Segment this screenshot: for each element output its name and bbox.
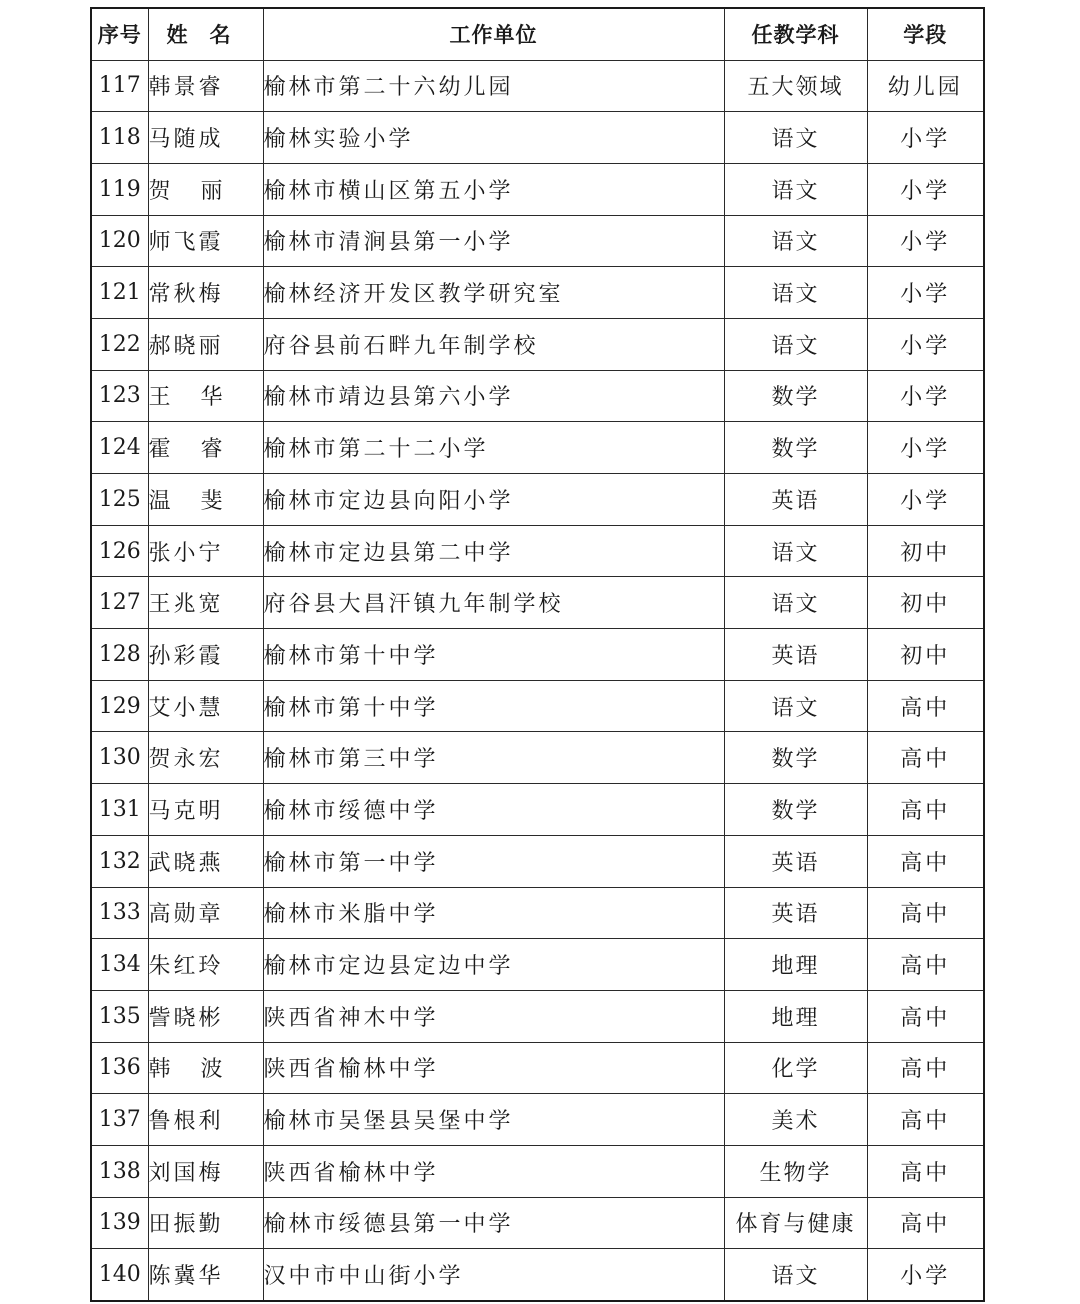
- cell-num: 137: [91, 1094, 148, 1146]
- cell-name: 韩景睿: [148, 60, 263, 112]
- cell-name: 武晓燕: [148, 835, 263, 887]
- table-row: [91, 835, 984, 887]
- cell-subject: 语文: [724, 163, 867, 215]
- cell-name: 马克明: [148, 784, 263, 836]
- cell-stage: 高中: [867, 1145, 984, 1197]
- cell-unit: 榆林经济开发区教学研究室: [263, 267, 724, 319]
- table-row: [91, 1094, 984, 1146]
- table-row: [91, 784, 984, 836]
- cell-num: 121: [91, 267, 148, 319]
- cell-stage: 小学: [867, 370, 984, 422]
- cell-name: 王兆宽: [148, 577, 263, 629]
- table-row: [91, 163, 984, 215]
- cell-name: 霍睿: [148, 422, 263, 474]
- table-row: [91, 60, 984, 112]
- table-header-row: [91, 8, 984, 60]
- cell-stage: 小学: [867, 267, 984, 319]
- cell-num: 134: [91, 939, 148, 991]
- cell-unit: 榆林市第十中学: [263, 680, 724, 732]
- cell-subject: 数学: [724, 422, 867, 474]
- cell-unit: 榆林市第三中学: [263, 732, 724, 784]
- cell-num: 123: [91, 370, 148, 422]
- cell-num: 126: [91, 525, 148, 577]
- cell-unit: 汉中市中山街小学: [263, 1249, 724, 1301]
- cell-num: 119: [91, 163, 148, 215]
- header-unit: 工作单位: [263, 8, 724, 60]
- cell-stage: 小学: [867, 318, 984, 370]
- cell-subject: 语文: [724, 215, 867, 267]
- cell-subject: 英语: [724, 887, 867, 939]
- cell-num: 127: [91, 577, 148, 629]
- table-row: [91, 939, 984, 991]
- cell-unit: 榆林市吴堡县吴堡中学: [263, 1094, 724, 1146]
- cell-subject: 五大领域: [724, 60, 867, 112]
- cell-subject: 数学: [724, 732, 867, 784]
- cell-unit: 榆林市绥德中学: [263, 784, 724, 836]
- header-name: 姓名: [148, 8, 263, 60]
- cell-stage: 高中: [867, 1094, 984, 1146]
- cell-name: 郝晓丽: [148, 318, 263, 370]
- cell-stage: 高中: [867, 732, 984, 784]
- cell-num: 138: [91, 1145, 148, 1197]
- cell-num: 125: [91, 474, 148, 526]
- cell-name: 刘国梅: [148, 1145, 263, 1197]
- cell-name: 韩波: [148, 1042, 263, 1094]
- table-row: [91, 1249, 984, 1301]
- cell-num: 118: [91, 112, 148, 164]
- cell-name: 高勋章: [148, 887, 263, 939]
- cell-unit: 榆林市定边县向阳小学: [263, 474, 724, 526]
- cell-subject: 语文: [724, 525, 867, 577]
- table-row: [91, 732, 984, 784]
- cell-unit: 府谷县前石畔九年制学校: [263, 318, 724, 370]
- cell-name: 陈冀华: [148, 1249, 263, 1301]
- cell-unit: 榆林实验小学: [263, 112, 724, 164]
- cell-name: 田振勤: [148, 1197, 263, 1249]
- table-row: [91, 887, 984, 939]
- table-row: [91, 318, 984, 370]
- cell-num: 136: [91, 1042, 148, 1094]
- cell-unit: 榆林市定边县第二中学: [263, 525, 724, 577]
- teacher-roster-table: [90, 7, 985, 1302]
- cell-stage: 高中: [867, 1042, 984, 1094]
- table-row: [91, 1145, 984, 1197]
- table-row: [91, 474, 984, 526]
- cell-stage: 高中: [867, 990, 984, 1042]
- cell-subject: 语文: [724, 577, 867, 629]
- cell-subject: 英语: [724, 835, 867, 887]
- table-row: [91, 267, 984, 319]
- cell-subject: 语文: [724, 318, 867, 370]
- table-row: [91, 577, 984, 629]
- cell-unit: 榆林市绥德县第一中学: [263, 1197, 724, 1249]
- cell-subject: 数学: [724, 370, 867, 422]
- cell-subject: 地理: [724, 990, 867, 1042]
- cell-num: 135: [91, 990, 148, 1042]
- cell-stage: 初中: [867, 577, 984, 629]
- cell-unit: 榆林市横山区第五小学: [263, 163, 724, 215]
- cell-unit: 榆林市第一中学: [263, 835, 724, 887]
- table-row: [91, 525, 984, 577]
- cell-num: 133: [91, 887, 148, 939]
- cell-name: 贺永宏: [148, 732, 263, 784]
- cell-name: 孙彩霞: [148, 629, 263, 681]
- cell-subject: 美术: [724, 1094, 867, 1146]
- cell-stage: 小学: [867, 215, 984, 267]
- cell-subject: 语文: [724, 1249, 867, 1301]
- header-num: 序号: [91, 8, 148, 60]
- cell-name: 张小宁: [148, 525, 263, 577]
- cell-stage: 小学: [867, 163, 984, 215]
- table-row: [91, 215, 984, 267]
- table-body: [91, 60, 984, 1301]
- cell-stage: 初中: [867, 525, 984, 577]
- cell-stage: 小学: [867, 1249, 984, 1301]
- cell-subject: 化学: [724, 1042, 867, 1094]
- cell-subject: 生物学: [724, 1145, 867, 1197]
- cell-stage: 高中: [867, 835, 984, 887]
- cell-unit: 榆林市第二十二小学: [263, 422, 724, 474]
- cell-stage: 初中: [867, 629, 984, 681]
- cell-num: 130: [91, 732, 148, 784]
- cell-name: 温斐: [148, 474, 263, 526]
- cell-unit: 榆林市米脂中学: [263, 887, 724, 939]
- cell-num: 132: [91, 835, 148, 887]
- roster-table-container: [90, 7, 985, 1300]
- cell-num: 117: [91, 60, 148, 112]
- cell-stage: 幼儿园: [867, 60, 984, 112]
- cell-subject: 地理: [724, 939, 867, 991]
- cell-name: 鲁根利: [148, 1094, 263, 1146]
- table-row: [91, 1042, 984, 1094]
- cell-stage: 高中: [867, 784, 984, 836]
- cell-name: 马随成: [148, 112, 263, 164]
- cell-subject: 数学: [724, 784, 867, 836]
- cell-subject: 语文: [724, 112, 867, 164]
- table-row: [91, 629, 984, 681]
- cell-name: 王华: [148, 370, 263, 422]
- table-row: [91, 1197, 984, 1249]
- cell-stage: 小学: [867, 422, 984, 474]
- cell-num: 131: [91, 784, 148, 836]
- cell-unit: 榆林市第二十六幼儿园: [263, 60, 724, 112]
- cell-unit: 榆林市清涧县第一小学: [263, 215, 724, 267]
- cell-stage: 高中: [867, 939, 984, 991]
- table-row: [91, 112, 984, 164]
- cell-unit: 陕西省榆林中学: [263, 1145, 724, 1197]
- table-row: [91, 370, 984, 422]
- cell-num: 128: [91, 629, 148, 681]
- cell-stage: 高中: [867, 680, 984, 732]
- cell-subject: 英语: [724, 474, 867, 526]
- cell-name: 訾晓彬: [148, 990, 263, 1042]
- cell-unit: 榆林市第十中学: [263, 629, 724, 681]
- cell-num: 129: [91, 680, 148, 732]
- cell-stage: 小学: [867, 112, 984, 164]
- cell-stage: 高中: [867, 1197, 984, 1249]
- cell-unit: 榆林市定边县定边中学: [263, 939, 724, 991]
- table-row: [91, 990, 984, 1042]
- cell-num: 140: [91, 1249, 148, 1301]
- cell-subject: 语文: [724, 680, 867, 732]
- cell-unit: 榆林市靖边县第六小学: [263, 370, 724, 422]
- header-stage: 学段: [867, 8, 984, 60]
- cell-num: 124: [91, 422, 148, 474]
- cell-name: 师飞霞: [148, 215, 263, 267]
- cell-subject: 英语: [724, 629, 867, 681]
- cell-num: 122: [91, 318, 148, 370]
- cell-num: 120: [91, 215, 148, 267]
- cell-unit: 陕西省榆林中学: [263, 1042, 724, 1094]
- table-row: [91, 680, 984, 732]
- cell-name: 贺丽: [148, 163, 263, 215]
- cell-name: 艾小慧: [148, 680, 263, 732]
- table-row: [91, 422, 984, 474]
- cell-stage: 小学: [867, 474, 984, 526]
- cell-stage: 高中: [867, 887, 984, 939]
- cell-unit: 陕西省神木中学: [263, 990, 724, 1042]
- cell-num: 139: [91, 1197, 148, 1249]
- cell-subject: 语文: [724, 267, 867, 319]
- cell-unit: 府谷县大昌汗镇九年制学校: [263, 577, 724, 629]
- cell-name: 常秋梅: [148, 267, 263, 319]
- cell-name: 朱红玲: [148, 939, 263, 991]
- cell-subject: 体育与健康: [724, 1197, 867, 1249]
- header-subject: 任教学科: [724, 8, 867, 60]
